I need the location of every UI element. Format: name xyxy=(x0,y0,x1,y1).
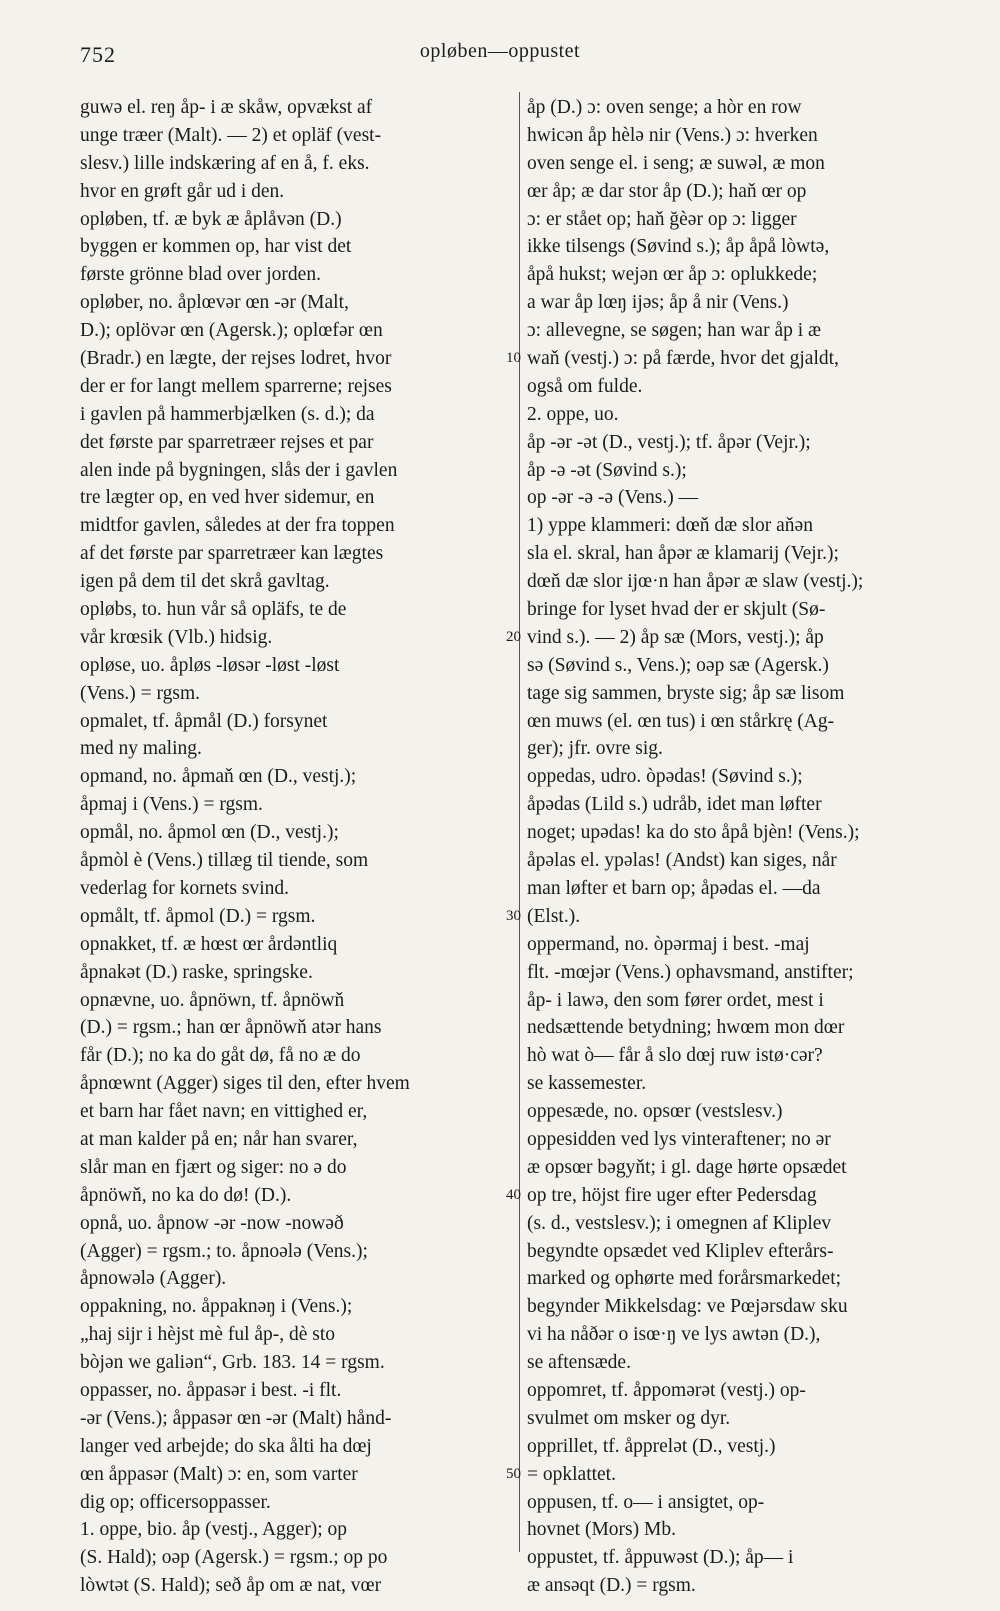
text-line: oppedas, udro. òpədas! (Søvind s.); xyxy=(527,766,803,788)
line-number: 50 xyxy=(506,1466,521,1483)
text-line: op tre, höjst fire uger efter Pedersdag xyxy=(527,1184,817,1206)
text-line: opnakket, tf. æ hœst œr årdəntliq xyxy=(80,933,338,955)
text-line: (Bradr.) en lægte, der rejses lodret, hvor xyxy=(80,348,392,370)
line-number: 10 xyxy=(506,350,521,367)
text-line: det første par sparretræer rejses et par xyxy=(80,431,374,453)
text-line: også om fulde. xyxy=(527,375,643,397)
text-line: opløse, uo. åpløs -løsər -løst -løst xyxy=(80,654,340,676)
text-line: åp (D.) ɔ: oven senge; a hòr en row xyxy=(527,97,802,118)
text-line: œn åppasər (Malt) ɔ: en, som varter xyxy=(80,1463,358,1485)
text-line: slesv.) lille indskæring af en å, f. eks. xyxy=(80,152,370,174)
text-line: ger); jfr. ovre sig. xyxy=(527,738,663,760)
text-line: ikke tilsengs (Søvind s.); åp åpå lòwtə, xyxy=(527,236,830,258)
text-line: vederlag for kornets svind. xyxy=(80,877,290,899)
text-line: åp -ər -ət (D., vestj.); tf. åpər (Vejr.); xyxy=(527,431,811,453)
text-line: åp -ə -ət (Søvind s.); xyxy=(527,459,687,481)
text-line: åpnakət (D.) raske, springske. xyxy=(80,961,313,983)
text-line: 1) yppe klammeri: dœň dæ slor aňən xyxy=(527,515,813,537)
text-line: œr åp; æ dar stor åp (D.); haň œr op xyxy=(527,180,807,202)
text-line: tre lægter op, en ved hver sidemur, en xyxy=(80,487,375,509)
text-line: at man kalder på en; når han svarer, xyxy=(80,1128,358,1150)
text-line: nedsættende betydning; hwœm mon dœr xyxy=(527,1017,845,1039)
text-line: slår man en fjært og siger: no ə do xyxy=(80,1156,347,1178)
text-line: oven senge el. i seng; æ suwəl, æ mon xyxy=(527,152,825,174)
text-line: (Agger) = rgsm.; to. åpnoələ (Vens.); xyxy=(80,1240,368,1262)
text-line: sə (Søvind s., Vens.); oəp sæ (Agersk.) xyxy=(527,654,829,676)
text-line: igen på dem til det skrå gavltag. xyxy=(80,571,330,593)
text-line: 1. oppe, bio. åp (vestj., Agger); op xyxy=(80,1519,347,1541)
text-line: oppermand, no. òpərmaj i best. -maj xyxy=(527,933,810,955)
text-line: marked og ophørte med forårsmarkedet; xyxy=(527,1268,842,1290)
text-line: med ny maling. xyxy=(80,738,202,760)
text-line: opløben, tf. æ byk æ åplåvən (D.) xyxy=(80,208,342,230)
text-line: svulmet om msker og dyr. xyxy=(527,1407,731,1429)
text-line: op -ər -ə -ə (Vens.) — xyxy=(527,487,699,509)
text-line: waň (vestj.) ɔ: på færde, hvor det gjaldt, xyxy=(527,348,839,370)
text-line: œn muws (el. œn tus) i œn stårkrę (Ag- xyxy=(527,710,835,732)
text-line: dœň dæ slor ijœ·n han åpər æ slaw (vestj.); xyxy=(527,571,864,593)
text-line: (S. Hald); oəp (Agersk.) = rgsm.; op po xyxy=(80,1547,388,1569)
text-line: ɔ: er stået op; haň ğèər op ɔ: ligger xyxy=(527,208,797,230)
text-line: langer ved arbejde; do ska ålti ha dœj xyxy=(80,1435,372,1457)
text-line: (Vens.) = rgsm. xyxy=(80,682,201,704)
text-line: åp- i lawə, den som fører ordet, mest i xyxy=(527,989,824,1011)
text-line: æ opsœr bəgyňt; i gl. dage hørte opsædet xyxy=(527,1156,847,1178)
text-line: oppasser, no. åppasər i best. -i flt. xyxy=(80,1379,342,1401)
text-line: bòjən we galiən“, Grb. 183. 14 = rgsm. xyxy=(80,1352,385,1374)
text-line: vår krœsik (Vlb.) hidsig. xyxy=(80,626,273,648)
text-line: (Elst.). xyxy=(527,905,581,927)
text-line: se kassemester. xyxy=(527,1073,647,1095)
text-line: bringe for lyset hvad der er skjult (Sø- xyxy=(527,599,826,621)
text-line: begynder Mikkelsdag: ve Pœjərsdaw sku xyxy=(527,1296,848,1318)
text-line: man løfter et barn op; åpədas el. —da xyxy=(527,877,821,899)
text-line: oppusen, tf. o— i ansigtet, op- xyxy=(527,1491,765,1513)
text-line: „haj sijr i hèjst mè ful åp-, dè sto xyxy=(80,1324,336,1346)
text-line: ɔ: allevegne, se søgen; han war åp i æ xyxy=(527,320,822,342)
text-line: (D.) = rgsm.; han œr åpnöwň atər hans xyxy=(80,1017,382,1039)
text-line: opnå, uo. åpnow -ər -now -nowəð xyxy=(80,1212,344,1234)
text-line: hwicən åp hèlə nir (Vens.) ɔ: hverken xyxy=(527,124,818,146)
text-line: unge træer (Malt). — 2) et opläf (vest- xyxy=(80,124,382,146)
text-line: 2. oppe, uo. xyxy=(527,403,619,425)
text-line: opprillet, tf. åpprelət (D., vestj.) xyxy=(527,1435,776,1457)
text-line: opnævne, uo. åpnöwn, tf. åpnöwň xyxy=(80,989,345,1011)
text-line: guwə el. reŋ åp- i æ skåw, opvækst af xyxy=(80,97,373,118)
text-line: oppesæde, no. opsœr (vestslesv.) xyxy=(527,1101,783,1123)
text-line: åpnœwnt (Agger) siges til den, efter hvem xyxy=(80,1073,410,1095)
text-line: oppustet, tf. åppuwəst (D.); åp— i xyxy=(527,1547,794,1569)
text-line: vind s.). — 2) åp sæ (Mors, vestj.); åp xyxy=(527,626,824,648)
text-line: noget; upədas! ka do sto åpå bjèn! (Vens.); xyxy=(527,822,860,844)
text-line: alen inde på bygningen, slås der i gavlen xyxy=(80,459,398,481)
line-number: 30 xyxy=(506,908,521,925)
text-line: første grönne blad over jorden. xyxy=(80,264,321,286)
text-line: får (D.); no ka do gåt dø, få no æ do xyxy=(80,1045,361,1067)
text-line: dig op; officersoppasser. xyxy=(80,1491,271,1513)
text-line: a war åp lœŋ ijəs; åp å nir (Vens.) xyxy=(527,292,789,314)
text-line: oppesidden ved lys vinteraftener; no ər xyxy=(527,1128,831,1150)
text-line: hò wat ò— får å slo dœj ruw istø·cər? xyxy=(527,1045,823,1067)
text-line: af det første par sparretræer kan lægtes xyxy=(80,543,384,565)
right-column xyxy=(527,94,963,1600)
text-line: lòwtət (S. Hald); seð åp om æ nat, vœr xyxy=(80,1575,382,1597)
text-line: opmål, no. åpmol œn (D., vestj.); xyxy=(80,822,339,844)
text-line: se aftensæde. xyxy=(527,1352,631,1374)
text-line: tage sig sammen, bryste sig; åp sæ lisom xyxy=(527,682,845,704)
text-line: hvor en grøft går ud i den. xyxy=(80,180,285,202)
text-line: -ər (Vens.); åppasər œn -ər (Malt) hånd- xyxy=(80,1407,392,1429)
text-line: i gavlen på hammerbjælken (s. d.); da xyxy=(80,403,375,425)
text-line: æ ansəqt (D.) = rgsm. xyxy=(527,1575,696,1597)
text-line: opmand, no. åpmaň œn (D., vestj.); xyxy=(80,766,357,788)
line-number: 40 xyxy=(506,1187,521,1204)
text-line: der er for langt mellem sparrerne; rejses xyxy=(80,375,392,397)
text-line: opmalet, tf. åpmål (D.) forsynet xyxy=(80,710,328,732)
page-number: 752 xyxy=(80,42,116,67)
left-column xyxy=(80,94,508,1600)
text-line: åpədas (Lild s.) udråb, idet man løfter xyxy=(527,794,822,816)
text-line: åpå hukst; wejən œr åp ɔ: oplukkede; xyxy=(527,264,818,286)
line-number: 20 xyxy=(506,629,521,646)
text-line: D.); oplövər œn (Agersk.); oplœfər œn xyxy=(80,320,383,342)
text-line: åpmaj i (Vens.) = rgsm. xyxy=(80,794,263,816)
text-line: opmålt, tf. åpmol (D.) = rgsm. xyxy=(80,905,316,927)
text-line: = opklattet. xyxy=(527,1463,616,1485)
text-line: oppomret, tf. åppomərət (vestj.) op- xyxy=(527,1379,806,1401)
text-line: opløbs, to. hun vår så opläfs, te de xyxy=(80,599,347,621)
text-line: åpnöwň, no ka do dø! (D.). xyxy=(80,1184,292,1206)
text-line: åpnowələ (Agger). xyxy=(80,1268,227,1290)
text-line: åpmòl è (Vens.) tillæg til tiende, som xyxy=(80,850,369,872)
text-line: byggen er kommen op, har vist det xyxy=(80,236,352,258)
text-line: midtfor gavlen, således at der fra toppen xyxy=(80,515,395,537)
text-line: sla el. skral, han åpər æ klamarij (Vejr.); xyxy=(527,543,839,565)
column-divider xyxy=(519,92,520,1552)
text-line: åpəlas el. ypəlas! (Andst) kan siges, når xyxy=(527,850,837,872)
text-line: vi ha nåðər o isœ·ŋ ve lys awtən (D.), xyxy=(527,1324,821,1346)
text-line: et barn har fået navn; en vittighed er, xyxy=(80,1101,368,1123)
text-line: (s. d., vestslesv.); i omegnen af Kliplev xyxy=(527,1212,832,1234)
text-line: begyndte opsædet ved Kliplev efterårs- xyxy=(527,1240,834,1262)
text-line: opløber, no. åplœvər œn -ər (Malt, xyxy=(80,292,349,314)
text-line: oppakning, no. åppaknəŋ i (Vens.); xyxy=(80,1296,353,1318)
text-line: flt. -mœjər (Vens.) ophavsmand, anstifter; xyxy=(527,961,854,983)
text-line: hovnet (Mors) Mb. xyxy=(527,1519,676,1541)
running-title: opløben—oppustet xyxy=(419,40,581,62)
